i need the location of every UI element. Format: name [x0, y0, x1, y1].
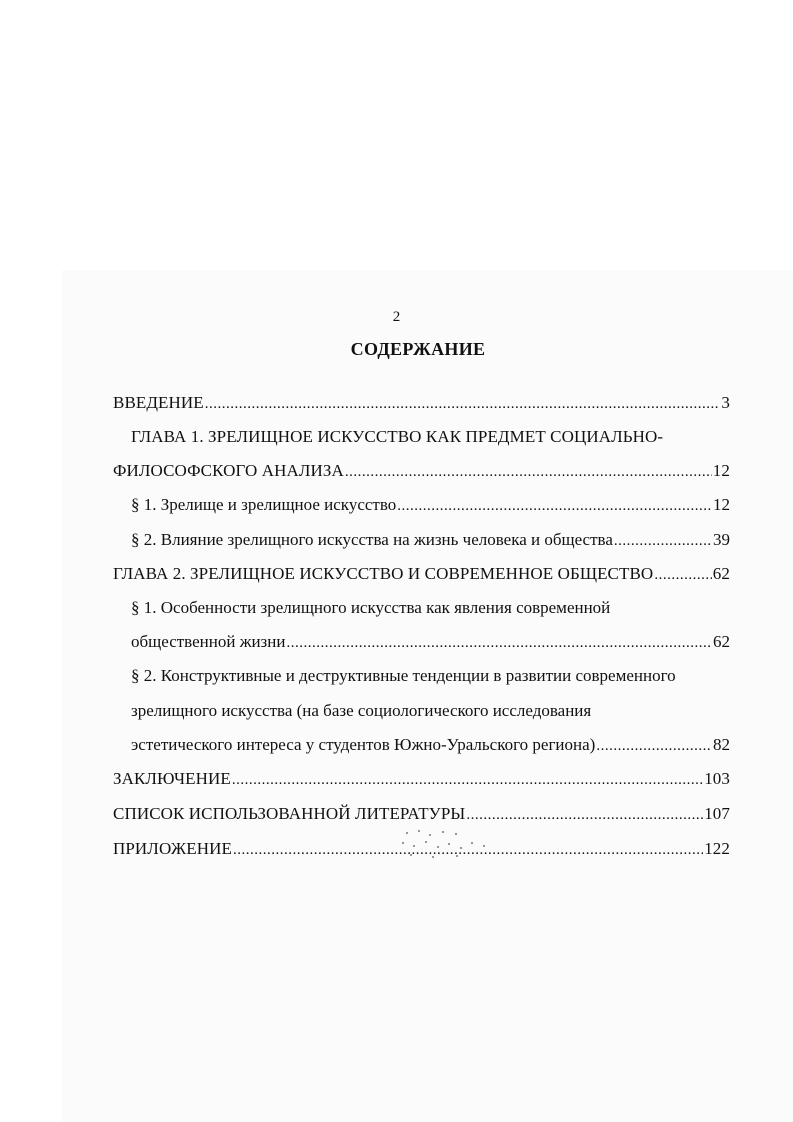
toc-entry-page: 62 — [712, 564, 730, 583]
toc-entry-section-2-2-line-1 — [131, 665, 731, 687]
toc-entry-text: ВВЕДЕНИЕ — [113, 393, 204, 412]
toc-entry-conclusion — [113, 768, 730, 791]
toc-dot-leader — [614, 530, 712, 552]
toc-dot-leader — [345, 461, 712, 483]
toc-entry-page: 12 — [713, 495, 730, 514]
toc-entry-page: 103 — [704, 769, 730, 788]
toc-dot-leader — [596, 735, 712, 757]
toc-dot-leader — [397, 495, 712, 517]
toc-entry-page: 62 — [713, 632, 730, 651]
toc-dot-leader — [654, 564, 711, 586]
toc-entry-text: § 2. Конструктивные и деструктивные тенденции в развитии современного — [131, 666, 676, 685]
toc-entry-chapter-2 — [113, 563, 730, 586]
toc-dot-leader — [232, 769, 703, 791]
toc-entry-bibliography — [113, 803, 730, 826]
toc-entry-text: ПРИЛОЖЕНИЕ — [113, 839, 232, 858]
toc-dot-leader — [205, 393, 721, 415]
toc-entry-text: общественной жизни — [131, 632, 286, 651]
toc-dot-leader — [286, 632, 712, 654]
toc-entry-text: СПИСОК ИСПОЛЬЗОВАННОЙ ЛИТЕРАТУРЫ — [113, 804, 466, 823]
toc-entry-text: ГЛАВА 2. ЗРЕЛИЩНОЕ ИСКУССТВО И СОВРЕМЕННОЕ ОБЩЕСТВО — [113, 564, 654, 583]
toc-entry-page: 39 — [713, 530, 730, 549]
toc-entry-page: 107 — [704, 804, 730, 823]
toc-entry-page: 3 — [721, 393, 730, 412]
toc-entry-text: § 1. Особенности зрелищного искусства как явления современной — [131, 598, 611, 617]
toc-entry-page: 82 — [713, 735, 730, 754]
toc-entry-introduction — [113, 392, 730, 415]
toc-entry-section-1-1 — [131, 494, 730, 517]
toc-entry-page: 122 — [704, 839, 730, 858]
faint-stamp-mark — [398, 828, 496, 862]
toc-entry-text: эстетического интереса у студентов Южно-Уральского региона) — [131, 735, 596, 754]
toc-entry-text: ФИЛОСОФСКОГО АНАЛИЗА — [113, 461, 344, 480]
toc-entry-section-1-2 — [131, 529, 730, 552]
toc-entry-text: зрелищного искусства (на базе социологического исследования — [131, 701, 592, 720]
toc-entry-chapter-1-line-2 — [113, 460, 730, 483]
toc-entry-text: ЗАКЛЮЧЕНИЕ — [113, 769, 231, 788]
toc-entry-text: ГЛАВА 1. ЗРЕЛИЩНОЕ ИСКУССТВО КАК ПРЕДМЕТ СОЦИАЛЬНО- — [131, 427, 664, 446]
toc-entry-text: § 2. Влияние зрелищного искусства на жизнь человека и общества — [131, 530, 613, 549]
toc-entry-chapter-1-line-1 — [131, 426, 731, 448]
toc-entry-section-2-2-line-2 — [131, 700, 731, 722]
table-of-contents-title: СОДЕРЖАНИЕ — [350, 339, 486, 359]
page-number: 2 — [392, 309, 401, 325]
toc-entry-section-2-2-line-3 — [131, 734, 730, 757]
toc-entry-text: § 1. Зрелище и зрелищное искусство — [131, 495, 397, 514]
toc-dot-leader — [466, 804, 703, 826]
toc-entry-section-2-1-line-2 — [131, 631, 730, 654]
toc-entry-page: 12 — [712, 461, 730, 480]
toc-entry-section-2-1-line-1 — [131, 597, 731, 619]
